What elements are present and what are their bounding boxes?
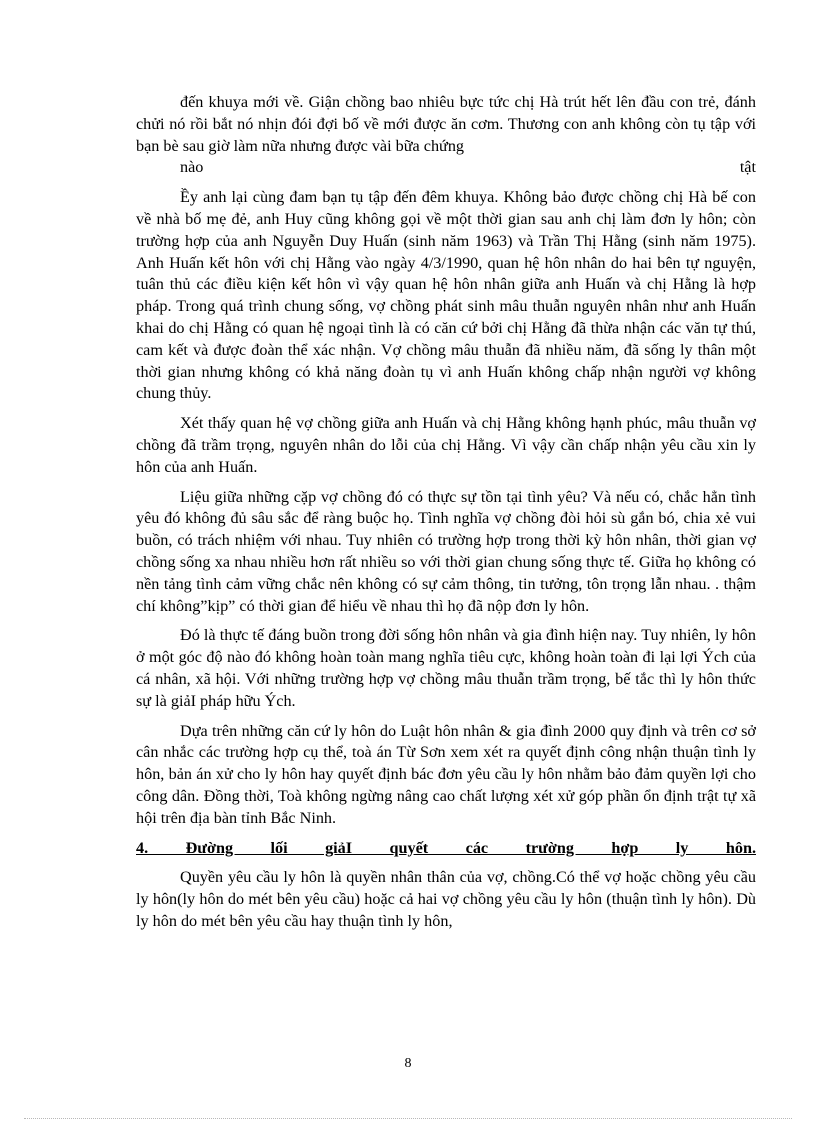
- document-page: [136, 92, 756, 941]
- paragraph-2: Ềy anh lại cùng đam bạn tụ tập đến đêm khuya. Không bảo được chồng chị Hà bế con về nhà bố mẹ đẻ, anh Huy cũng không gọi về một thời gian sau anh chị làm đơn ly hôn; còn trường hợp của anh Nguyễn Duy Huấn (sinh năm 1963) và Trần Thị Hằng (sinh năm 1975). Anh Huấn kết hôn với chị Hằng vào ngày 4/3/1990, quan hệ hôn nhân do hai bên tự nguyện, tuân thủ các điều kiện kết hôn vì vậy quan hệ hôn nhân giữa anh Huấn và chị Hằng là hợp pháp. Trong quá trình chung sống, vợ chồng phát sinh mâu thuẫn nguyên nhân như anh Huấn khai do chị Hằng có quan hệ ngoại tình là có căn cứ bởi chị Hằng đã thừa nhận các văn tự thú, cam kết và được đoàn thể xác nhận. Vợ chồng mâu thuẫn đã nhiều năm, đã sống ly thân một thời gian nhưng không có khả năng đoàn tụ vì anh Huấn không chấp nhận người vợ không chung thủy.: [136, 188, 756, 403]
- paragraph-4: Liệu giữa những cặp vợ chồng đó có thực sự tồn tại tình yêu? Và nếu có, chắc hẳn tình yêu đó không đủ sâu sắc để ràng buộc họ. Tình nghĩa vợ chồng đòi hỏi sù gắn bó, chia xẻ vui buồn, có trách nhiệm với nhau. Tuy nhiên có trường hợp trong thời kỳ hôn nhân, thời gian vợ chồng sống xa nhau nhiều hơn rất nhiều so với thời gian chung sống thực tế. Giữa họ không có nền tảng tình cảm vững chắc nên không có sự cảm thông, tin tưởng, tôn trọng lẫn nhau. . thậm chí không”kịp” có thời gian để hiểu về nhau thì họ đã nộp đơn ly hôn.: [136, 487, 756, 615]
- paragraph-7: Quyền yêu cầu ly hôn là quyền nhân thân của vợ, chồng.Có thể vợ hoặc chồng yêu cầu ly hôn(ly hôn do mét bên yêu cầu) hoặc cả hai vợ chồng yêu cầu ly hôn (thuận tình ly hôn). Dù ly hôn do mét bên yêu cầu hay thuận tình ly hôn,: [136, 868, 756, 930]
- paragraph-1-last-line: [136, 157, 756, 179]
- paragraph-5: Đó là thực tế đáng buồn trong đời sống hôn nhân và gia đình hiện nay. Tuy nhiên, ly hôn ở một góc độ nào đó không hoàn toàn mang nghĩa tiêu cực, không hoàn toàn đi lại lợi Ých của cá nhân, xã hội. Với những trường hợp vợ chồng mâu thuẫn trầm trọng, bế tắc thì ly hôn thức sự là giảI pháp hữu Ých.: [136, 626, 756, 710]
- paragraph-1-last-left: nào: [180, 158, 204, 177]
- paragraph-6: Dựa trên những căn cứ ly hôn do Luật hôn nhân & gia đình 2000 quy định và trên cơ sở cân nhắc các trường hợp cụ thể, toà án Từ Sơn xem xét ra quyết định công nhận thuận tình ly hôn, bản án xử cho ly hôn hay quyết định bác đơn yêu cầu ly hôn nhằm bảo đảm quyền lợi cho công dân. Đồng thời, Toà không ngừng nâng cao chất lượng xét xử góp phần ổn định trật tự xã hội trên địa bàn tỉnh Bắc Ninh.: [136, 721, 756, 827]
- paragraph-3: Xét thấy quan hệ vợ chồng giữa anh Huấn và chị Hằng không hạnh phúc, mâu thuẫn vợ chồng đã trầm trọng, nguyên nhân do lỗi của chị Hằng. Vì vậy cần chấp nhận yêu cầu xin ly hôn của anh Huấn.: [136, 414, 756, 476]
- paragraph-1-last-right: tật: [739, 158, 756, 177]
- page-number: 8: [404, 1056, 412, 1071]
- page-bottom-divider: [24, 1118, 792, 1119]
- section-heading: 4. Đường lối giảI quyết các trường hợp ly hôn.: [136, 838, 756, 857]
- paragraph-1: [136, 92, 756, 179]
- paragraph-1-text: đến khuya mới về. Giận chồng bao nhiêu bực tức chị Hà trút hết lên đầu con trẻ, đánh chửi nó rồi bắt nó nhịn đói đợi bố về mới được ăn cơm. Thương con anh không còn tụ tập với bạn bè sau giờ làm nữa nhưng được vài bữa chứng: [136, 93, 756, 155]
